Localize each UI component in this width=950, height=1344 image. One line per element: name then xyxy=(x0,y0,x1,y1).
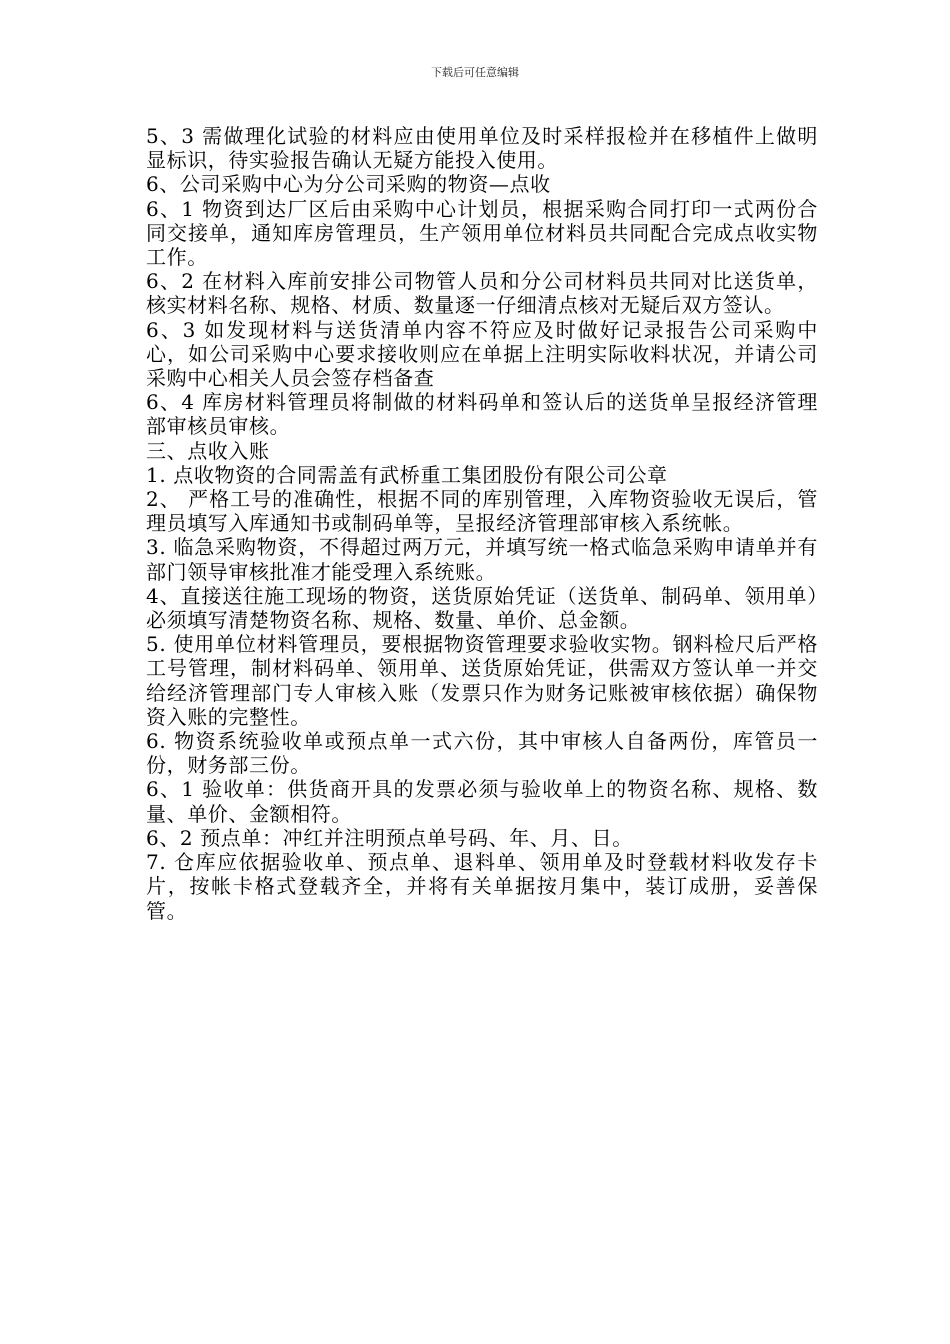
paragraph-item-5: 5. 使用单位材料管理员，要根据物资管理要求验收实物。钢料检尺后严格工号管理，制材料码单、领用单、送货原始凭证，供需双方签认单一并交给经济管理部门专人审核入账（发票只作为财务记账被审核依据）确保物资入账的完整性。 xyxy=(146,632,818,729)
document-body xyxy=(146,124,818,923)
paragraph-item-2: 2、 严格工号的准确性，根据不同的库别管理，入库物资验收无误后，管理员填写入库通知书或制码单等，呈报经济管理部审核入系统帐。 xyxy=(146,487,818,536)
paragraph-item-7: 7. 仓库应依据验收单、预点单、退料单、领用单及时登载材料收发存卡片，按帐卡格式登载齐全，并将有关单据按月集中，装订成册，妥善保管。 xyxy=(146,850,818,923)
section-heading-3: 三、点收入账 xyxy=(146,438,270,463)
paragraph-5-3: 5、3 需做理化试验的材料应由使用单位及时采样报检并在移植件上做明显标识，待实验报告确认无疑方能投入使用。 xyxy=(146,124,818,173)
paragraph-6-1: 6、1 物资到达厂区后由采购中心计划员，根据采购合同打印一式两份合同交接单，通知库房管理员，生产领用单位材料员共同配合完成点收实物工作。 xyxy=(146,196,818,270)
paragraph-6-heading: 6、公司采购中心为分公司采购的物资—点收 xyxy=(146,172,551,197)
paragraph-item-4: 4、直接送往施工现场的物资，送货原始凭证（送货单、制码单、领用单）必须填写清楚物资名称、规格、数量、单价、总金额。 xyxy=(146,583,818,633)
paragraph-6-2: 6、2 在材料入库前安排公司物管人员和分公司材料员共同对比送货单，核实材料名称、规格、材质、数量逐一仔细清点核对无疑后双方签认。 xyxy=(146,269,818,318)
paragraph-item-3: 3. 临急采购物资，不得超过两万元，并填写统一格式临急采购申请单并有部门领导审核批准才能受理入系统账。 xyxy=(146,535,818,584)
paragraph-item-6: 6. 物资系统验收单或预点单一式六份，其中审核人自备两份，库管员一份，财务部三份。 xyxy=(146,729,818,778)
paragraph-6-4: 6、4 库房材料管理员将制做的材料码单和签认后的送货单呈报经济管理部审核员审核。 xyxy=(146,390,818,439)
paragraph-item-1: 1. 点收物资的合同需盖有武桥重工集团股份有限公司公章 xyxy=(146,462,668,487)
paragraph-item-6-2: 6、2 预点单：冲红并注明预点单号码、年、月、日。 xyxy=(146,825,633,850)
paragraph-item-6-1: 6、1 验收单：供货商开具的发票必须与验收单上的物资名称、规格、数量、单价、金额相符。 xyxy=(146,777,818,826)
paragraph-6-3: 6、3 如发现材料与送货清单内容不符应及时做好记录报告公司采购中心，如公司采购中心要求接收则应在单据上注明实际收料状况，并请公司采购中心相关人员会签存档备查 xyxy=(146,317,818,391)
page-header-note: 下载后可任意编辑 xyxy=(431,66,519,79)
